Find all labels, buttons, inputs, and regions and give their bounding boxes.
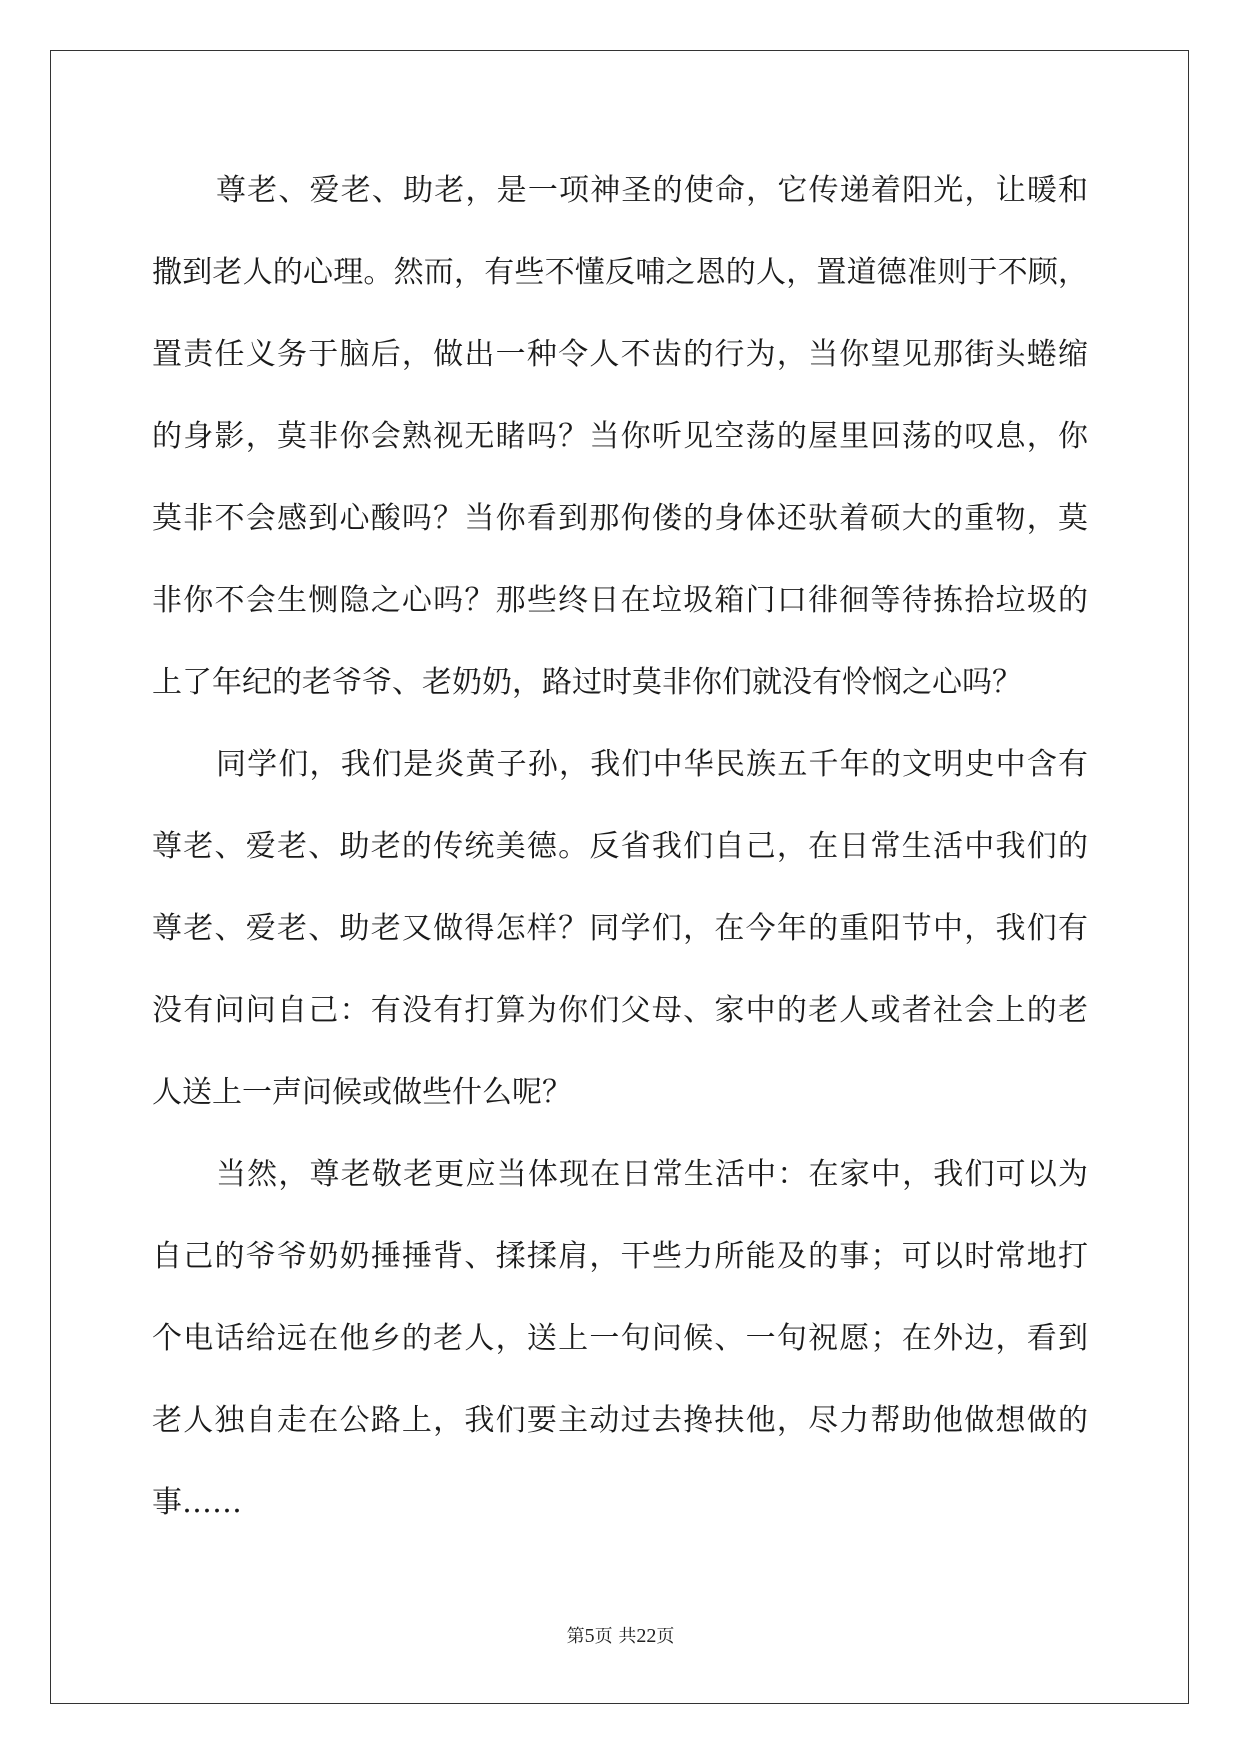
text-line: 尊老、爱老、助老的传统美德。反省我们自己，在日常生活中我们的 [152, 829, 1088, 864]
text-line: 老人独自走在公路上，我们要主动过去搀扶他，尽力帮助他做想做的 [152, 1403, 1088, 1438]
text-line: 尊老、爱老、助老又做得怎样？同学们，在今年的重阳节中，我们有 [152, 911, 1088, 946]
text-line: 同学们，我们是炎黄子孙，我们中华民族五千年的文明史中含有 [216, 747, 1088, 782]
text-line: 没有问问自己：有没有打算为你们父母、家中的老人或者社会上的老 [152, 993, 1088, 1028]
text-line: 上了年纪的老爷爷、老奶奶，路过时莫非你们就没有怜悯之心吗？ [152, 665, 1022, 700]
text-line: 撒到老人的心理。然而，有些不懂反哺之恩的人，置道德准则于不顾， [152, 255, 1088, 290]
text-line: 当然，尊老敬老更应当体现在日常生活中：在家中，我们可以为 [216, 1157, 1088, 1192]
text-line: 尊老、爱老、助老，是一项神圣的使命，它传递着阳光，让暖和 [216, 173, 1088, 208]
text-line: 个电话给远在他乡的老人，送上一句问候、一句祝愿；在外边，看到 [152, 1321, 1088, 1356]
total-pages-number: 22 [636, 1625, 657, 1647]
footer-suffix: 页 [656, 1626, 675, 1647]
page-footer [0, 1624, 1241, 1649]
footer-prefix: 第 [566, 1626, 585, 1647]
text-line: 事…… [152, 1485, 242, 1520]
text-line: 非你不会生恻隐之心吗？那些终日在垃圾箱门口徘徊等待拣拾垃圾的 [152, 583, 1088, 618]
text-line: 人送上一声问候或做些什么呢？ [152, 1075, 572, 1110]
text-line: 置责任义务于脑后，做出一种令人不齿的行为，当你望见那街头蜷缩 [152, 337, 1088, 372]
document-body [152, 150, 1088, 1544]
text-line: 莫非不会感到心酸吗？当你看到那佝偻的身体还驮着硕大的重物，莫 [152, 501, 1088, 536]
text-line: 自己的爷爷奶奶捶捶背、揉揉肩，干些力所能及的事；可以时常地打 [152, 1239, 1088, 1274]
current-page-number: 5 [584, 1625, 595, 1647]
footer-mid: 页 共 [594, 1626, 637, 1647]
text-line: 的身影，莫非你会熟视无睹吗？当你听见空荡的屋里回荡的叹息，你 [152, 419, 1088, 454]
